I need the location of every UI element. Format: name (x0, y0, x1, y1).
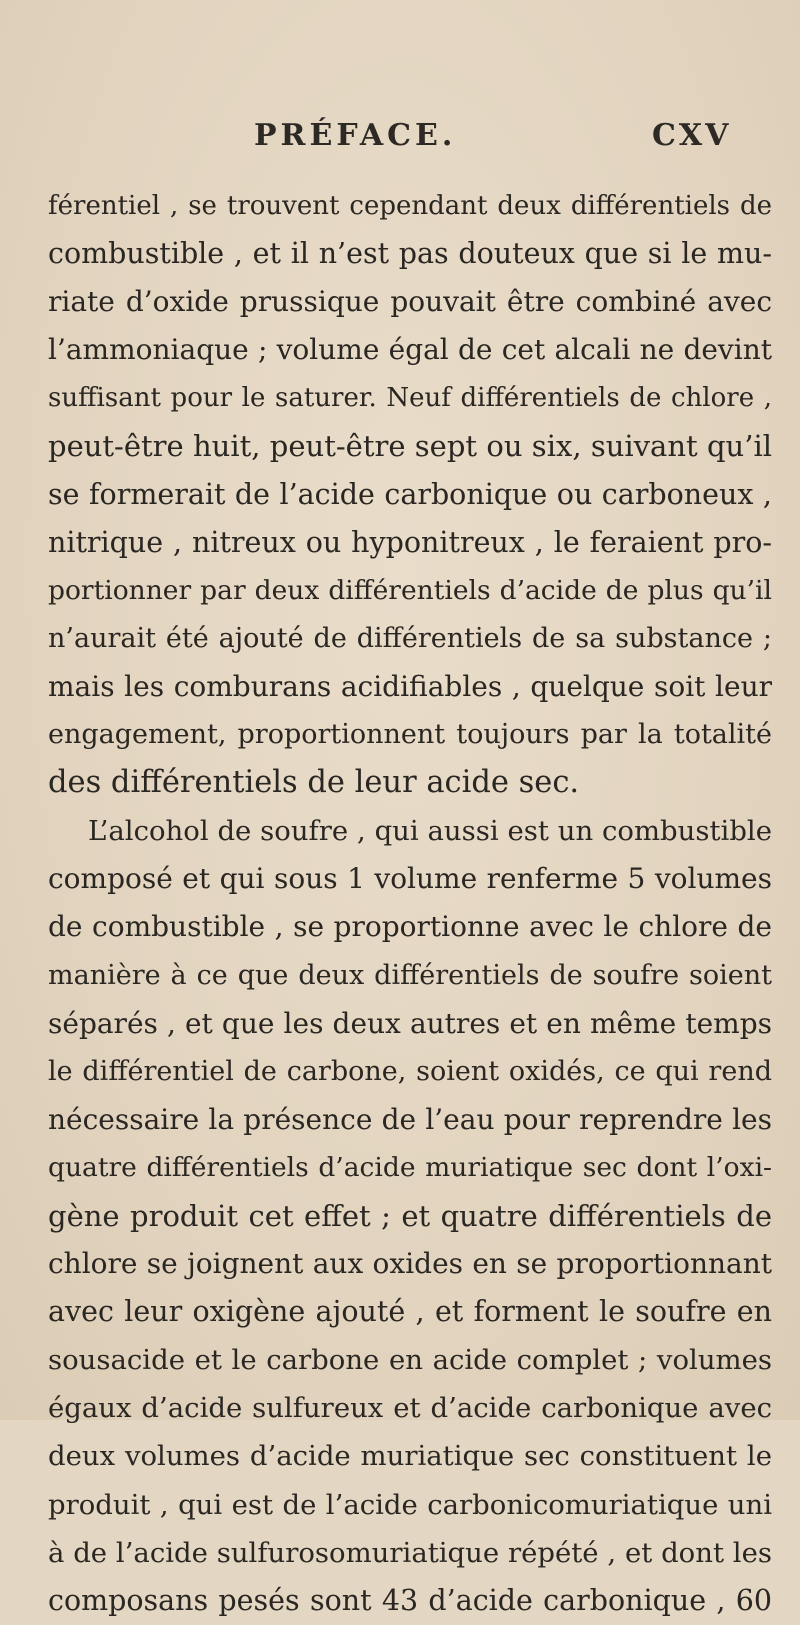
body-text (48, 182, 772, 1625)
text-line: se formerait de l’acide carbonique ou carboneux , (48, 477, 772, 511)
text-line: de combustible , se proportionne avec le chlore de (48, 910, 772, 944)
text-line: mais les comburans acidifiables , quelque soit leur (48, 669, 772, 703)
text-line: engagement, proportionnent toujours par la totalité (48, 719, 772, 751)
running-title: PRÉFACE. (254, 118, 457, 153)
text-line: deux volumes d’acide muriatique sec constituent le (48, 1440, 772, 1473)
text-line: le différentiel de carbone, soient oxidés, ce qui rend (48, 1055, 772, 1087)
paragraph-end-line: des différentiels de leur acide sec. (48, 765, 580, 801)
text-line: suffisant pour le saturer. Neuf différentiels de chlore , (48, 383, 772, 414)
text-line: égaux d’acide sulfureux et d’acide carbonique avec (48, 1392, 772, 1425)
text-line: séparés , et que les deux autres et en même temps (48, 1006, 772, 1040)
text-line: chlore se joignent aux oxides en se proportionnant (48, 1247, 772, 1281)
page-header (0, 118, 800, 168)
text-line: peut-être huit, peut-être sept ou six, suivant qu’il (48, 429, 772, 464)
text-line: sousacide et le carbone en acide complet ; volumes (48, 1344, 772, 1377)
text-line: produit , qui est de l’acide carbonicomuriatique uni (48, 1488, 772, 1521)
text-line: riate d’oxide prussique pouvait être combiné avec (48, 285, 772, 319)
text-line: férentiel , se trouvent cependant deux différentiels de (48, 191, 772, 221)
text-line: manière à ce que deux différentiels de soufre soient (48, 959, 772, 991)
text-line: composans pesés sont 43 d’acide carbonique , 60 (48, 1583, 772, 1617)
text-line: n’aurait été ajouté de différentiels de sa substance ; (48, 622, 772, 654)
text-line: composé et qui sous 1 volume renferme 5 volumes (48, 862, 772, 896)
text-line: l’ammoniaque ; volume égal de cet alcali ne devint (48, 333, 772, 367)
text-line: portionner par deux différentiels d’acide de plus qu’il (48, 574, 772, 606)
text-line: avec leur oxigène ajouté , et forment le soufre en (48, 1295, 772, 1329)
text-line: gène produit cet effet ; et quatre différentiels de (48, 1198, 772, 1233)
page-number: CXV (652, 118, 732, 153)
text-line: quatre différentiels d’acide muriatique sec dont l’oxi- (48, 1151, 772, 1183)
text-line: nécessaire la présence de l’eau pour reprendre les (48, 1102, 772, 1136)
text-line: à de l’acide sulfurosomuriatique répété , et dont les (48, 1536, 772, 1569)
paragraph-start-line: L’alcohol de soufre , qui aussi est un combustible (88, 815, 772, 848)
text-line: nitrique , nitreux ou hyponitreux , le feraient pro- (48, 525, 772, 559)
text-line: combustible , et il n’est pas douteux que si le mu- (48, 237, 772, 271)
